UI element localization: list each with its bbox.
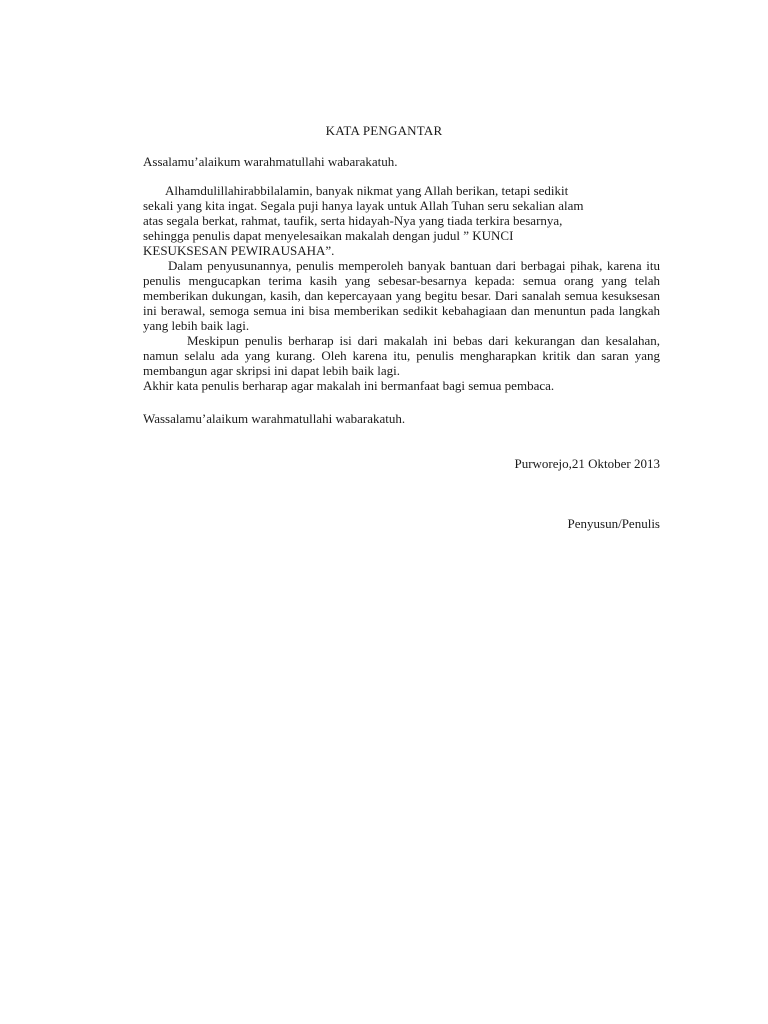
paragraph-3: Meskipun penulis berharap isi dari makalah ini bebas dari kekurangan dan kesalahan, namun selalu ada yang kurang. Oleh karena itu, penulis mengharapkan kritik dan saran yang membangun agar skripsi ini dapat lebih baik lagi. (143, 333, 660, 378)
paragraph-1-line: Alhamdulillahirabbilalamin, banyak nikmat yang Allah berikan, tetapi sedikit (165, 183, 569, 198)
author-signature-label: Penyusun/Penulis (567, 516, 660, 531)
paragraph-1 (143, 183, 660, 198)
opening-greeting: Assalamu’alaikum warahmatullahi wabarakatuh. (143, 154, 398, 169)
paragraph-1-line: atas segala berkat, rahmat, taufik, serta hidayah-Nya yang tiada terkira besarnya, (143, 213, 563, 228)
paragraph-1-line: sekali yang kita ingat. Segala puji hanya layak untuk Allah Tuhan seru sekalian alam (143, 198, 584, 213)
paragraph-1-line: sehingga penulis dapat menyelesaikan makalah dengan judul ” KUNCI (143, 228, 514, 243)
paragraph-1-continued (143, 198, 660, 258)
closing-greeting: Wassalamu’alaikum warahmatullahi wabarakatuh. (143, 411, 406, 426)
paragraph-2: Dalam penyusunannya, penulis memperoleh banyak bantuan dari berbagai pihak, karena itu penulis mengucapkan terima kasih yang sebesar-besarnya kepada: semua orang yang telah memberikan dukungan, kasih, dan kepercayaan yang begitu besar. Dari sanalah semua kesuksesan ini berawal, semoga semua ini bisa memberikan sedikit kebahagiaan dan menuntun pada langkah yang lebih baik lagi. (143, 258, 660, 333)
page-title: KATA PENGANTAR (325, 123, 443, 138)
body-text (143, 183, 660, 393)
paragraph-1-line: KESUKSESAN PEWIRAUSAHA”. (143, 243, 335, 258)
paragraph-4: Akhir kata penulis berharap agar makalah ini bermanfaat bagi semua pembaca. (143, 378, 555, 393)
place-and-date: Purworejo,21 Oktober 2013 (514, 456, 660, 471)
